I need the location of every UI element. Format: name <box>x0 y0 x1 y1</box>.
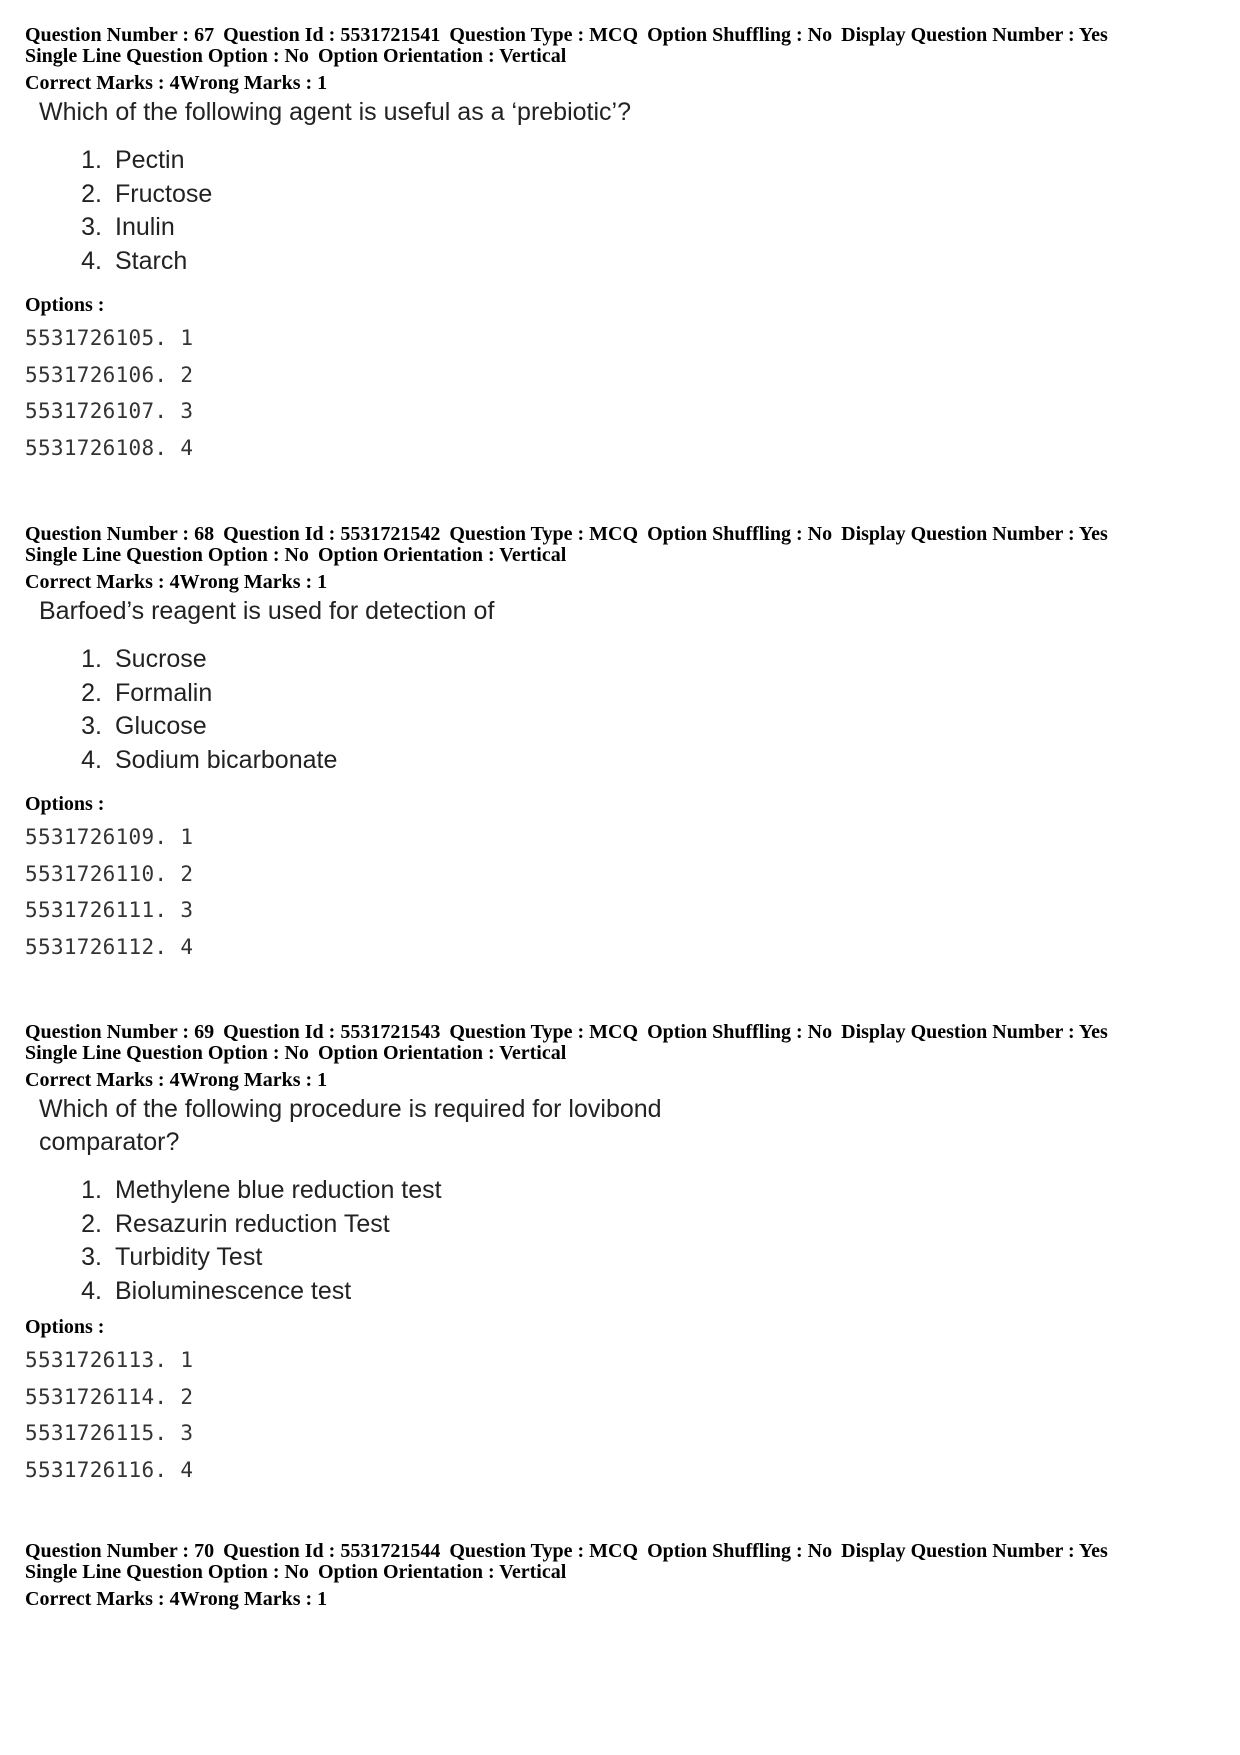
choice-number: 2. <box>81 1209 102 1238</box>
option-shuffling: Option Shuffling : No <box>647 1021 833 1043</box>
options-label: Options : <box>25 294 105 316</box>
choice-label: Starch <box>115 246 188 275</box>
question-text: Barfoed’s reagent is used for detection of <box>39 597 495 625</box>
option-list <box>25 320 1108 466</box>
question-type: Question Type : MCQ <box>449 1540 639 1562</box>
choice-label: Formalin <box>115 678 213 707</box>
marks-line <box>25 1588 1108 1610</box>
question-type: Question Type : MCQ <box>449 24 639 46</box>
option-item: 5531726106. 2 <box>25 362 194 387</box>
question-id: Question Id : 5531721544 <box>223 1540 441 1562</box>
option-item: 5531726112. 4 <box>25 934 194 959</box>
correct-marks: Correct Marks : 4 <box>25 72 180 94</box>
choice-item <box>25 1275 1108 1309</box>
options-label: Options : <box>25 793 105 815</box>
question-meta-line-2 <box>25 1562 1108 1583</box>
choice-label: Pectin <box>115 146 185 174</box>
choice-number: 2. <box>81 179 102 208</box>
option-shuffling: Option Shuffling : No <box>647 523 833 545</box>
choice-label: Fructose <box>115 179 213 208</box>
wrong-marks: Wrong Marks : 1 <box>179 72 328 94</box>
choice-label: Glucose <box>115 712 207 740</box>
choice-label: Inulin <box>115 213 175 241</box>
option-item: 5531726108. 4 <box>25 435 194 460</box>
wrong-marks: Wrong Marks : 1 <box>179 571 328 593</box>
choice-number: 4. <box>81 1276 102 1305</box>
option-item: 5531726114. 2 <box>25 1384 194 1409</box>
choice-number: 3. <box>81 712 102 740</box>
question-meta-line <box>25 1541 1108 1562</box>
option-orientation: Option Orientation : Vertical <box>317 544 567 566</box>
option-list <box>25 819 1108 965</box>
correct-marks: Correct Marks : 4 <box>25 1069 180 1091</box>
question-number: Question Number : 68 <box>25 523 215 545</box>
display-question-number: Display Question Number : Yes <box>841 1021 1108 1043</box>
question-type: Question Type : MCQ <box>449 523 639 545</box>
display-question-number: Display Question Number : Yes <box>841 24 1108 46</box>
question-meta-line-2 <box>25 545 1108 566</box>
choice-label: Sucrose <box>115 645 207 673</box>
choice-item <box>25 677 1108 711</box>
display-question-number: Display Question Number : Yes <box>841 523 1108 545</box>
option-item: 5531726116. 4 <box>25 1457 194 1482</box>
wrong-marks: Wrong Marks : 1 <box>179 1069 328 1091</box>
question-number: Question Number : 69 <box>25 1021 215 1043</box>
choice-item <box>25 245 1108 279</box>
question-meta-line <box>25 1022 1108 1043</box>
question-meta-line <box>25 25 1108 46</box>
choice-label: Resazurin reduction Test <box>115 1209 390 1238</box>
choice-number: 3. <box>81 213 102 241</box>
marks-line <box>25 571 1108 593</box>
option-shuffling: Option Shuffling : No <box>647 1540 833 1562</box>
option-orientation: Option Orientation : Vertical <box>317 1561 567 1583</box>
marks-line <box>25 72 1108 94</box>
single-line-question-option: Single Line Question Option : No <box>25 544 309 566</box>
choice-number: 4. <box>81 246 102 275</box>
question-text: Which of the following agent is useful as a ‘prebiotic’? <box>39 98 631 126</box>
question-block-68 <box>25 524 1108 965</box>
question-block-69 <box>25 1022 1108 1488</box>
choice-label: Sodium bicarbonate <box>115 745 338 774</box>
wrong-marks: Wrong Marks : 1 <box>179 1588 328 1610</box>
choice-number: 1. <box>81 645 102 673</box>
marks-line <box>25 1069 1108 1091</box>
choice-list <box>25 643 1108 777</box>
option-list <box>25 1342 1108 1488</box>
question-id: Question Id : 5531721541 <box>223 24 441 46</box>
choice-item <box>25 1208 1108 1242</box>
correct-marks: Correct Marks : 4 <box>25 1588 180 1610</box>
option-item: 5531726111. 3 <box>25 898 194 922</box>
option-orientation: Option Orientation : Vertical <box>317 45 567 67</box>
question-meta-line <box>25 524 1108 545</box>
choice-number: 1. <box>81 146 102 174</box>
question-id: Question Id : 5531721542 <box>223 523 441 545</box>
choice-item <box>25 144 1108 178</box>
choice-label: Turbidity Test <box>115 1243 263 1271</box>
question-block-70 <box>25 1541 1108 1610</box>
choice-item <box>25 1241 1108 1275</box>
choice-item <box>25 211 1108 245</box>
choice-list <box>25 1174 1108 1308</box>
correct-marks: Correct Marks : 4 <box>25 571 180 593</box>
question-block-67 <box>25 25 1108 466</box>
question-meta-line-2 <box>25 46 1108 67</box>
option-shuffling: Option Shuffling : No <box>647 24 833 46</box>
single-line-question-option: Single Line Question Option : No <box>25 1042 309 1064</box>
single-line-question-option: Single Line Question Option : No <box>25 45 309 67</box>
choice-list <box>25 144 1108 278</box>
single-line-question-option: Single Line Question Option : No <box>25 1561 309 1583</box>
option-item: 5531726105. 1 <box>25 326 194 350</box>
question-text: Which of the following procedure is required for lovibond comparator? <box>39 1095 662 1156</box>
choice-item <box>25 744 1108 778</box>
option-item: 5531726115. 3 <box>25 1421 194 1445</box>
display-question-number: Display Question Number : Yes <box>841 1540 1108 1562</box>
option-item: 5531726109. 1 <box>25 825 194 849</box>
option-item: 5531726110. 2 <box>25 861 194 886</box>
choice-item <box>25 1174 1108 1208</box>
options-label: Options : <box>25 1316 105 1338</box>
choice-number: 3. <box>81 1243 102 1271</box>
option-item: 5531726113. 1 <box>25 1348 194 1372</box>
question-number: Question Number : 70 <box>25 1540 215 1562</box>
choice-label: Methylene blue reduction test <box>115 1176 442 1204</box>
option-item: 5531726107. 3 <box>25 399 194 423</box>
choice-number: 2. <box>81 678 102 707</box>
choice-item <box>25 710 1108 744</box>
choice-number: 4. <box>81 745 102 774</box>
choice-label: Bioluminescence test <box>115 1276 352 1305</box>
question-id: Question Id : 5531721543 <box>223 1021 441 1043</box>
choice-number: 1. <box>81 1176 102 1204</box>
question-meta-line-2 <box>25 1043 1108 1064</box>
option-orientation: Option Orientation : Vertical <box>317 1042 567 1064</box>
choice-item <box>25 643 1108 677</box>
question-number: Question Number : 67 <box>25 24 215 46</box>
question-type: Question Type : MCQ <box>449 1021 639 1043</box>
choice-item <box>25 178 1108 212</box>
